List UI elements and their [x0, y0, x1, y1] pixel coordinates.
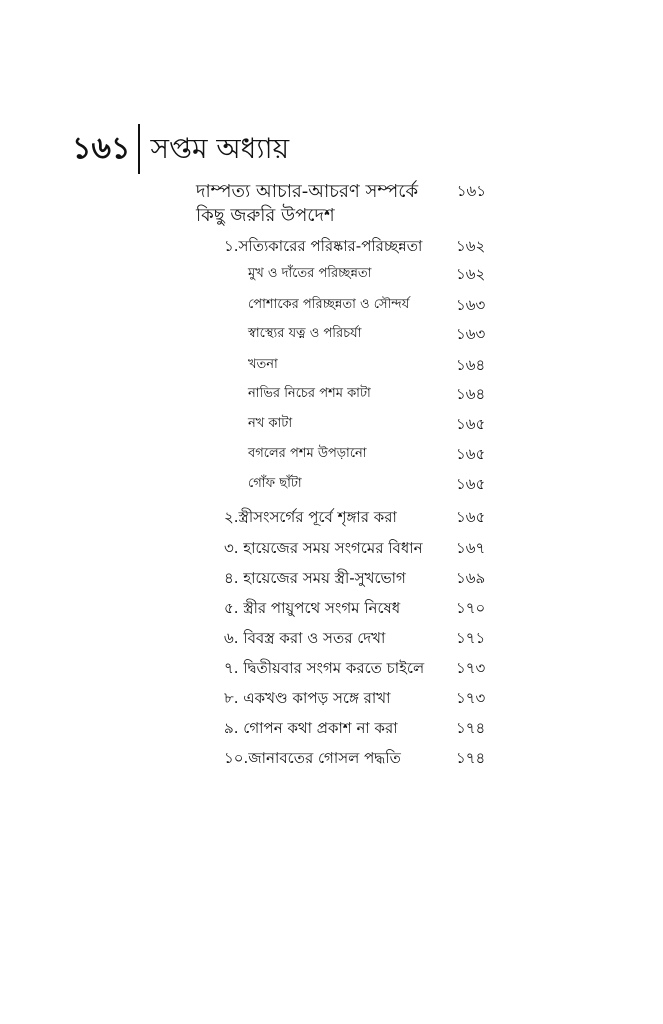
- toc-entry-label: গোঁফ ছাঁটা: [248, 476, 302, 491]
- toc-entry-page: ১৬৪: [456, 356, 486, 374]
- toc-entry-label: ৯. গোপন কথা প্রকাশ না করা: [224, 719, 398, 737]
- toc-entry-page: ১৬২: [456, 237, 486, 255]
- toc-entry-label: স্বাস্থ্যের যত্ন ও পরিচর্যা: [248, 326, 362, 341]
- toc-entry-page: ১৬৭: [456, 539, 486, 557]
- toc-entry-label: ৪. হায়েজের সময় স্ত্রী-সুখভোগ: [224, 569, 406, 587]
- toc-entry-label: ৬. বিবস্ত্র করা ও সতর দেখা: [224, 629, 386, 647]
- main-entry-page-number: ১৬১: [456, 182, 486, 200]
- toc-entry-label: নখ কাটা: [248, 416, 293, 431]
- main-entry: [196, 180, 496, 228]
- toc-entry-page: ১৬২: [456, 265, 486, 283]
- toc-entry-label: ৮. একখণ্ড কাপড় সঙ্গে রাখা: [224, 689, 391, 707]
- toc-entry-page: ১৬৫: [456, 475, 486, 493]
- toc-entry-page: ১৬৫: [456, 415, 486, 433]
- toc-entry-label: বগলের পশম উপড়ানো: [248, 446, 367, 461]
- toc-entry-page: ১৬৫: [456, 508, 486, 526]
- toc-entry-label: খতনা: [248, 357, 278, 372]
- toc-entry-label: ৭. দ্বিতীয়বার সংগম করতে চাইলে: [224, 659, 425, 677]
- toc-entry-page: ১৭৩: [456, 689, 486, 707]
- toc-entry-page: ১৬৯: [456, 569, 486, 587]
- toc-entry-page: ১৬৩: [456, 325, 486, 343]
- toc-entry-page: ১৭১: [456, 629, 486, 647]
- chapter-number: ১৬১: [72, 131, 131, 166]
- toc-entry-label: ১.সত্যিকারের পরিষ্কার-পরিচ্ছন্নতা: [224, 237, 423, 255]
- chapter-title: সপ্তম অধ্যায়: [150, 132, 290, 165]
- toc-entry-page: ১৭৪: [456, 719, 486, 737]
- toc-entry-label: নাভির নিচের পশম কাটা: [248, 386, 371, 401]
- toc-entry-page: ১৭৩: [456, 659, 486, 677]
- toc-entry-label: মুখ ও দাঁতের পরিচ্ছন্নতা: [248, 266, 372, 281]
- chapter-header: [72, 124, 289, 174]
- main-entry-title: দাম্পত্য আচার-আচরণ সম্পর্কে কিছু জরুরি উপদেশ: [196, 181, 419, 226]
- toc-entry-page: ১৬৫: [456, 445, 486, 463]
- toc-entry-page: ১৬৪: [456, 385, 486, 403]
- toc-entry-page: ১৬৩: [456, 296, 486, 314]
- toc-entry-label: ২.স্ত্রীসংসর্গের পূর্বে শৃঙ্গার করা: [224, 508, 397, 526]
- toc-entry-label: পোশাকের পরিচ্ছন্নতা ও সৌন্দর্য: [248, 297, 410, 312]
- toc-entry-page: ১৭৪: [456, 749, 486, 767]
- toc-entry-label: ৫. স্ত্রীর পায়ুপথে সংগম নিষেধ: [224, 599, 401, 617]
- toc-entry-label: ১০.জানাবতের গোসল পদ্ধতি: [224, 749, 401, 767]
- toc-entry-page: ১৭০: [456, 599, 486, 617]
- toc-entry-label: ৩. হায়েজের সময় সংগমের বিধান: [224, 539, 423, 557]
